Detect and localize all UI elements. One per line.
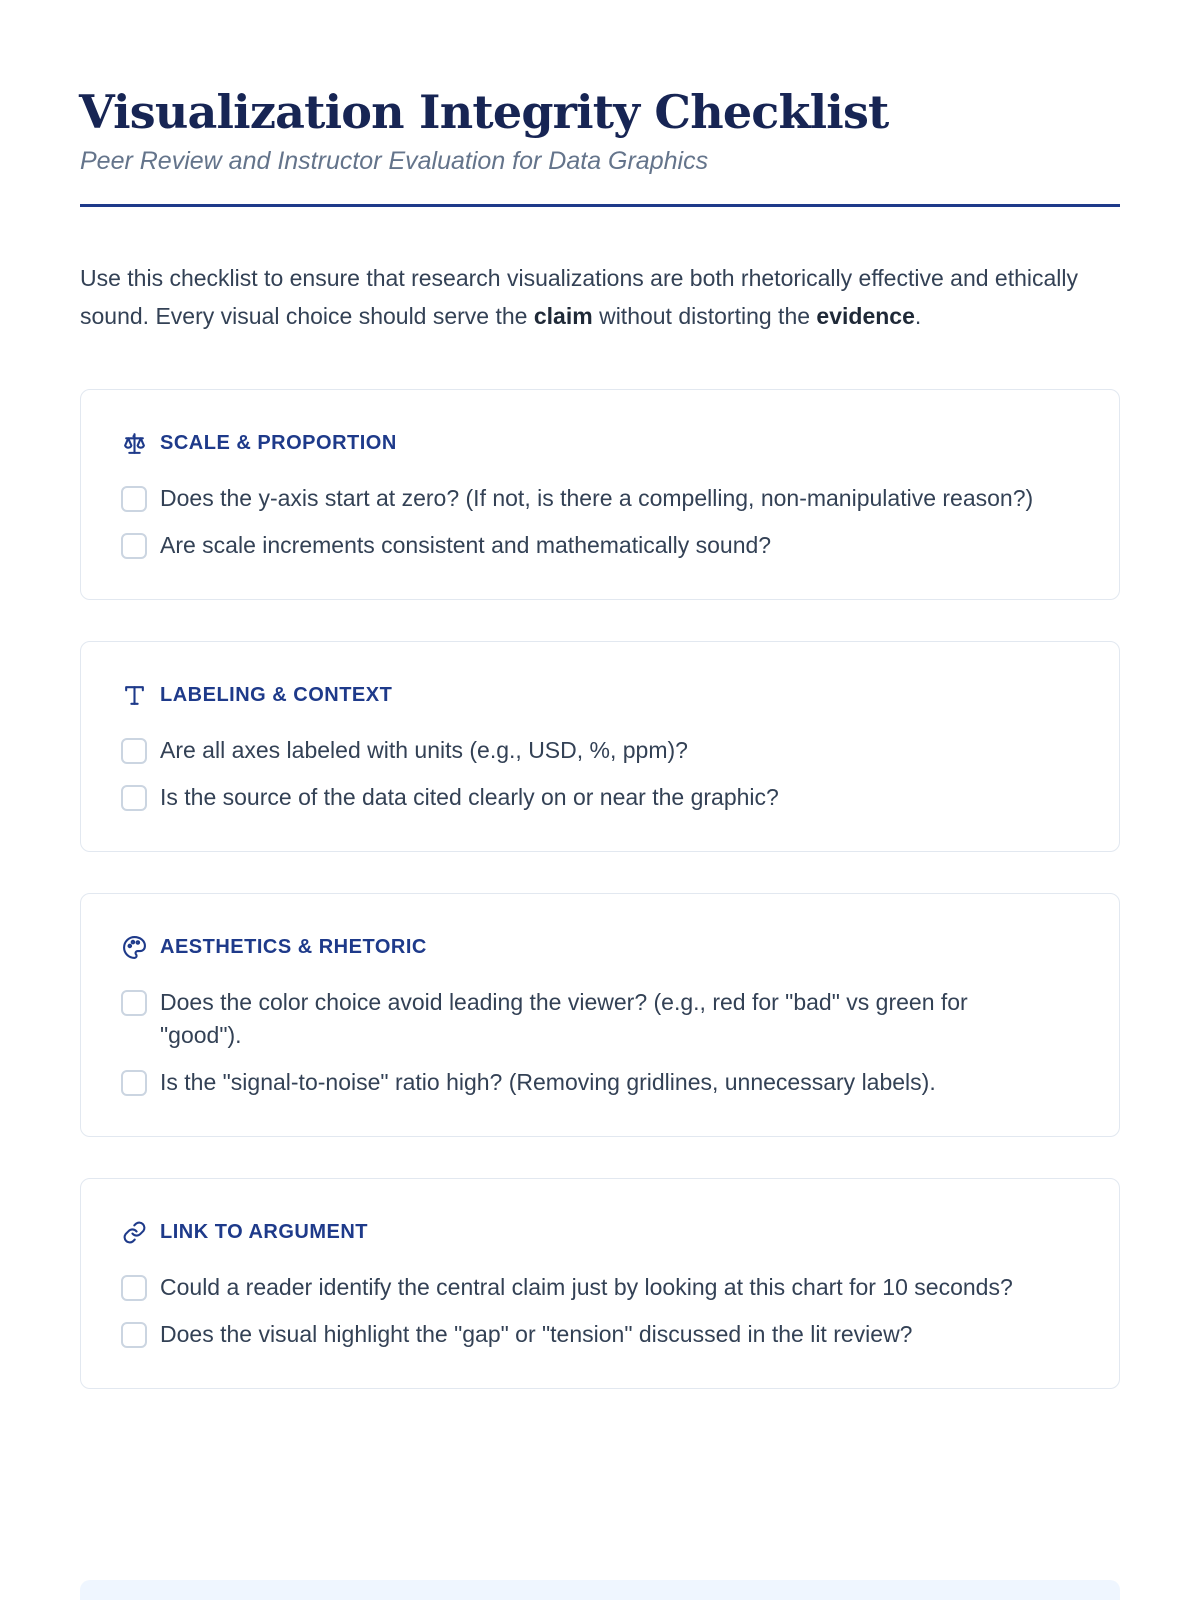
palette-icon: [121, 934, 148, 961]
checkbox[interactable]: [121, 990, 147, 1016]
intro-bold-claim: claim: [533, 303, 593, 329]
note-box: [80, 1580, 1120, 1600]
section-header: [121, 1219, 1079, 1245]
section-header: [121, 682, 1079, 708]
section-header: [121, 934, 1079, 960]
checklist-item: [121, 482, 1079, 515]
checklist-item-text: Does the y-axis start at zero? (If not, is there a compelling, non-manipulative reason?): [160, 485, 1034, 511]
section-scale-proportion: [80, 389, 1120, 600]
checkbox[interactable]: [121, 1275, 147, 1301]
checklist-item: [121, 1271, 1079, 1304]
checklist-item: [121, 986, 1079, 1052]
checklist-item-text: Does the color choice avoid leading the viewer? (e.g., red for "bad" vs green for "good").: [160, 989, 968, 1048]
section-header: [121, 430, 1079, 456]
checkbox[interactable]: [121, 486, 147, 512]
checklist-item-text: Are all axes labeled with units (e.g., USD, %, ppm)?: [160, 737, 688, 763]
type-icon: [121, 682, 148, 709]
checklist-item-text: Does the visual highlight the "gap" or "tension" discussed in the lit review?: [160, 1321, 913, 1347]
section-title: LABELING & CONTEXT: [160, 683, 393, 706]
checklist-item-text: Could a reader identify the central claim just by looking at this chart for 10 seconds?: [160, 1274, 1013, 1300]
checklist-item: [121, 1318, 1079, 1351]
intro-text-3: .: [914, 303, 922, 329]
header-divider: [80, 204, 1120, 207]
intro-paragraph: [80, 259, 1120, 335]
scale-icon: [121, 430, 148, 457]
checklist-item: [121, 529, 1079, 562]
section-labeling-context: [80, 641, 1120, 852]
checklist-item-text: Are scale increments consistent and mathematically sound?: [160, 532, 772, 558]
checklist-item-text: Is the source of the data cited clearly on or near the graphic?: [160, 784, 779, 810]
checklist-item: [121, 781, 1079, 814]
section-aesthetics-rhetoric: [80, 893, 1120, 1137]
intro-text-1: Use this checklist to ensure that research visualizations are both rhetorically effective and ethically sound. Every visual choice should serve the: [80, 265, 1079, 329]
section-title: AESTHETICS & RHETORIC: [160, 935, 427, 958]
section-title: SCALE & PROPORTION: [160, 431, 397, 454]
checkbox[interactable]: [121, 1070, 147, 1096]
checklist-item: [121, 734, 1079, 767]
page-title: Visualization Integrity Checklist: [79, 85, 889, 139]
checkbox[interactable]: [121, 1322, 147, 1348]
intro-text-2: without distorting the: [592, 303, 817, 329]
checkbox[interactable]: [121, 785, 147, 811]
page-subtitle: Peer Review and Instructor Evaluation for Data Graphics: [80, 147, 709, 175]
checklist-item: [121, 1066, 1079, 1099]
link-icon: [121, 1219, 148, 1246]
checkbox[interactable]: [121, 533, 147, 559]
checklist-item-text: Is the "signal-to-noise" ratio high? (Removing gridlines, unnecessary labels).: [160, 1069, 936, 1095]
section-title: LINK TO ARGUMENT: [160, 1220, 368, 1243]
checkbox[interactable]: [121, 738, 147, 764]
intro-bold-evidence: evidence: [816, 303, 915, 329]
section-link-to-argument: [80, 1178, 1120, 1389]
